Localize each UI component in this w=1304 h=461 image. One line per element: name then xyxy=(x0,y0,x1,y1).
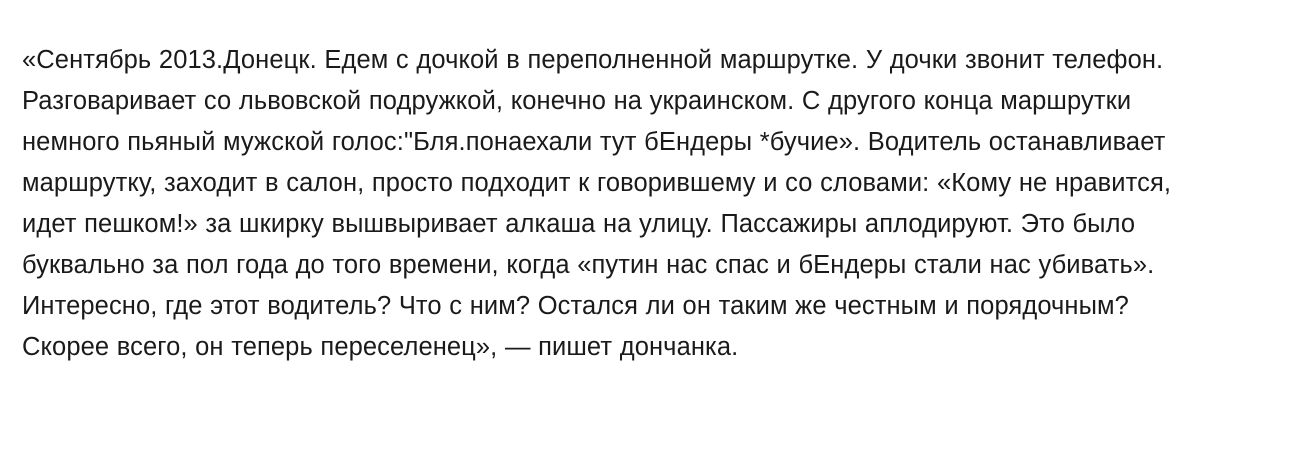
quoted-testimony-paragraph: «Сентябрь 2013.Донецк. Едем с дочкой в переполненной маршрутке. У дочки звонит телефон. Разговаривает со львовской подружкой, конечно на украинском. С другого конца маршрутки немного пьяный мужской голос:"Бля.понаехали тут бЕндеры *бучие». Водитель останавливает маршрутку, заходит в салон, просто подходит к говорившему и со словами: «Кому не нравится, идет пешком!» за шкирку вышвыривает алкаша на улицу. Пассажиры аплодируют. Это было буквально за пол года до того времени, когда «путин нас спас и бЕндеры стали нас убивать». Интересно, где этот водитель? Что с ним? Остался ли он таким же честным и порядочным? Скорее всего, он теперь переселенец», — пишет дончанка. xyxy=(22,45,1172,361)
